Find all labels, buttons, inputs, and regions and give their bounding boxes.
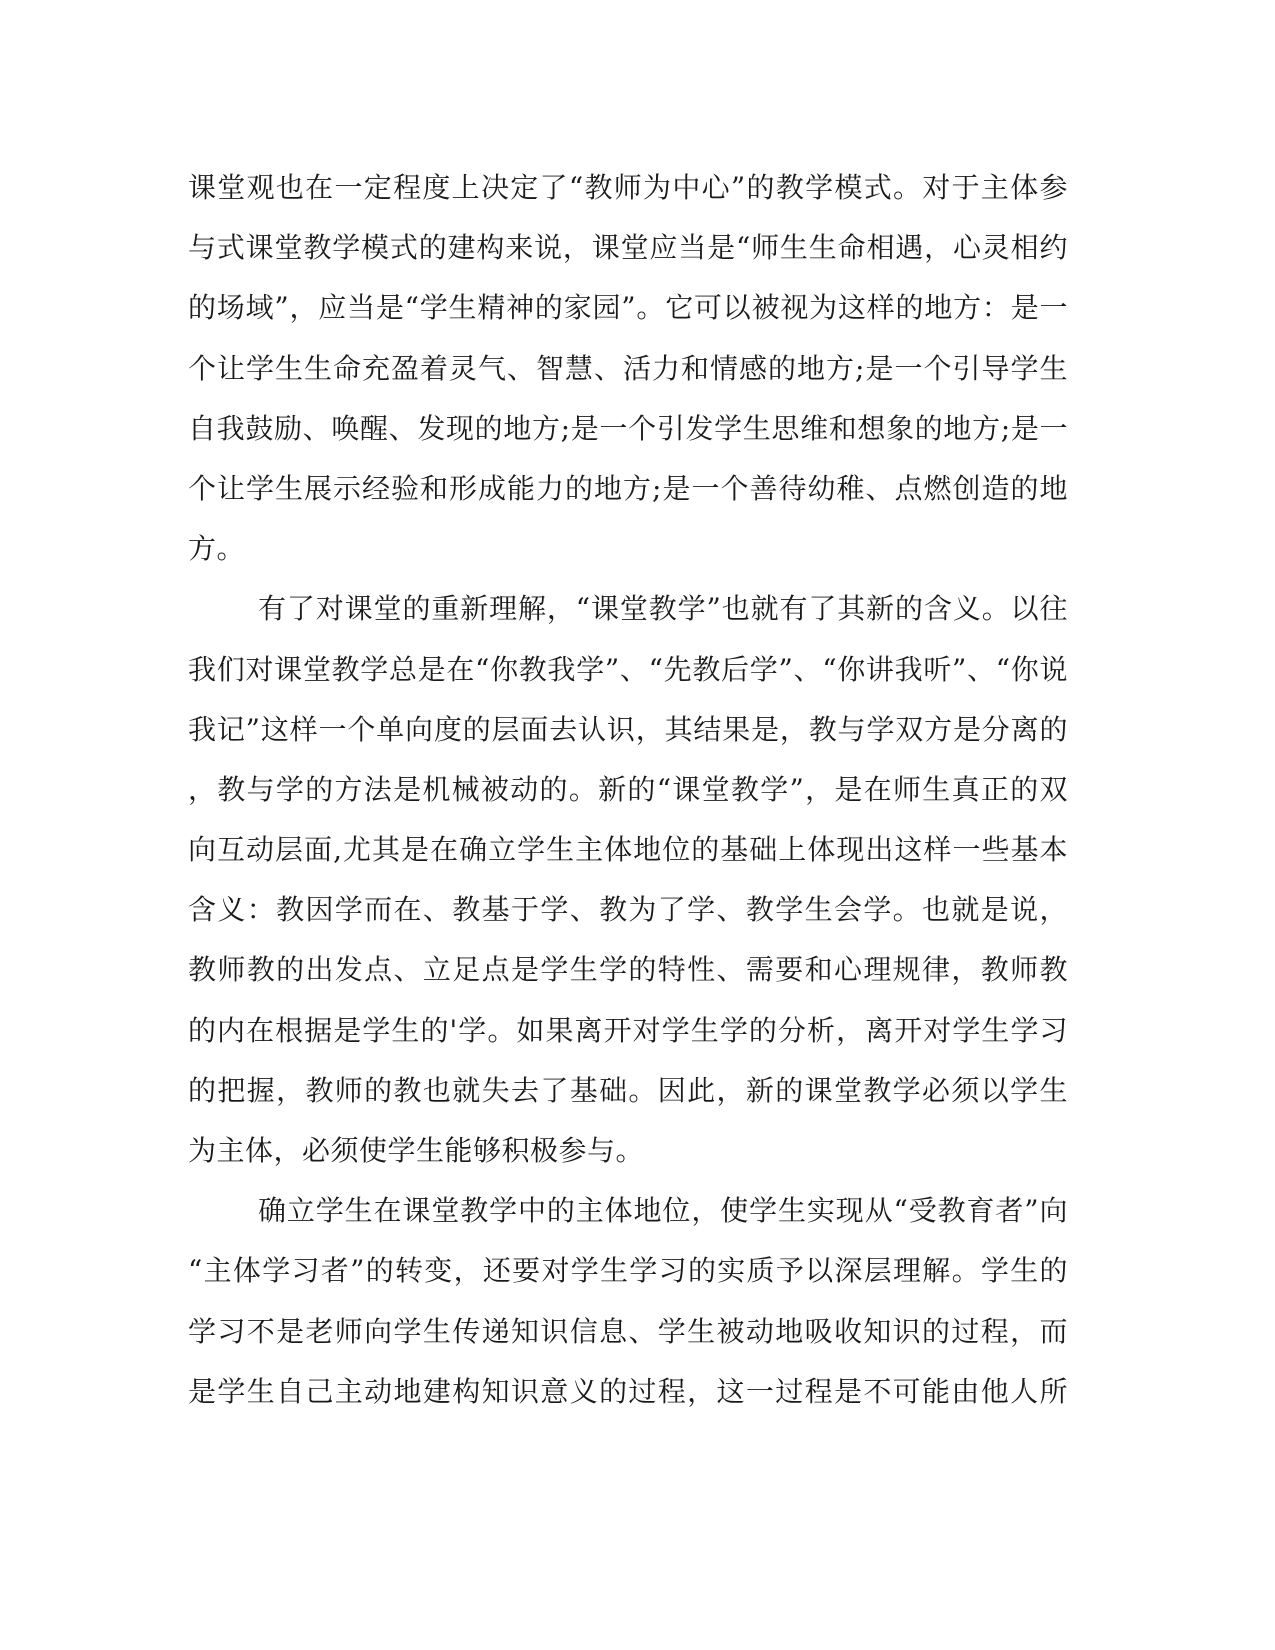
text-line: 含义：教因学而在、教基于学、教为了学、教学生会学。也就是说，	[188, 893, 1068, 927]
text-line: 为主体，必须使学生能够积极参与。	[188, 1134, 645, 1167]
text-line: 自我鼓励、唤醒、发现的地方;是一个引发学生思维和想象的地方;是一	[188, 411, 1068, 445]
text-line: 的内在根据是学生的'学。如果离开对学生学的分析，离开对学生学习	[188, 1013, 1068, 1047]
document-body	[188, 158, 1068, 1422]
text-line: 个让学生展示经验和形成能力的地方;是一个善待幼稚、点燃创造的地	[188, 471, 1068, 505]
text-line: “主体学习者”的转变，还要对学生学习的实质予以深层理解。学生的	[188, 1254, 1068, 1288]
text-line: 我记”这样一个单向度的层面去认识，其结果是，教与学双方是分离的	[188, 712, 1068, 746]
text-line: 我们对课堂教学总是在“你教我学”、“先教后学”、“你讲我听”、“你说	[188, 652, 1068, 686]
text-line: 与式课堂教学模式的建构来说，课堂应当是“师生生命相遇，心灵相约	[188, 231, 1068, 265]
text-line: 是学生自己主动地建构知识意义的过程，这一过程是不可能由他人所	[188, 1374, 1068, 1408]
text-line: 的把握，教师的教也就失去了基础。因此，新的课堂教学必须以学生	[188, 1073, 1068, 1107]
text-line: 的场域”，应当是“学生精神的家园”。它可以被视为这样的地方：是一	[188, 291, 1068, 325]
text-line: ，教与学的方法是机械被动的。新的“课堂教学”，是在师生真正的双	[188, 772, 1068, 806]
text-line: 方。	[188, 532, 246, 566]
text-line: 有了对课堂的重新理解，“课堂教学”也就有了其新的含义。以往	[258, 592, 1068, 626]
text-line: 向互动层面,尤其是在确立学生主体地位的基础上体现出这样一些基本	[188, 833, 1068, 867]
text-line: 课堂观也在一定程度上决定了“教师为中心”的教学模式。对于主体参	[188, 171, 1068, 204]
text-line: 个让学生生命充盈着灵气、智慧、活力和情感的地方;是一个引导学生	[188, 351, 1068, 385]
text-line: 教师教的出发点、立足点是学生学的特性、需要和心理规律，教师教	[188, 953, 1068, 987]
text-line: 确立学生在课堂教学中的主体地位，使学生实现从“受教育者”向	[258, 1194, 1068, 1228]
text-line: 学习不是老师向学生传递知识信息、学生被动地吸收知识的过程，而	[188, 1314, 1068, 1348]
